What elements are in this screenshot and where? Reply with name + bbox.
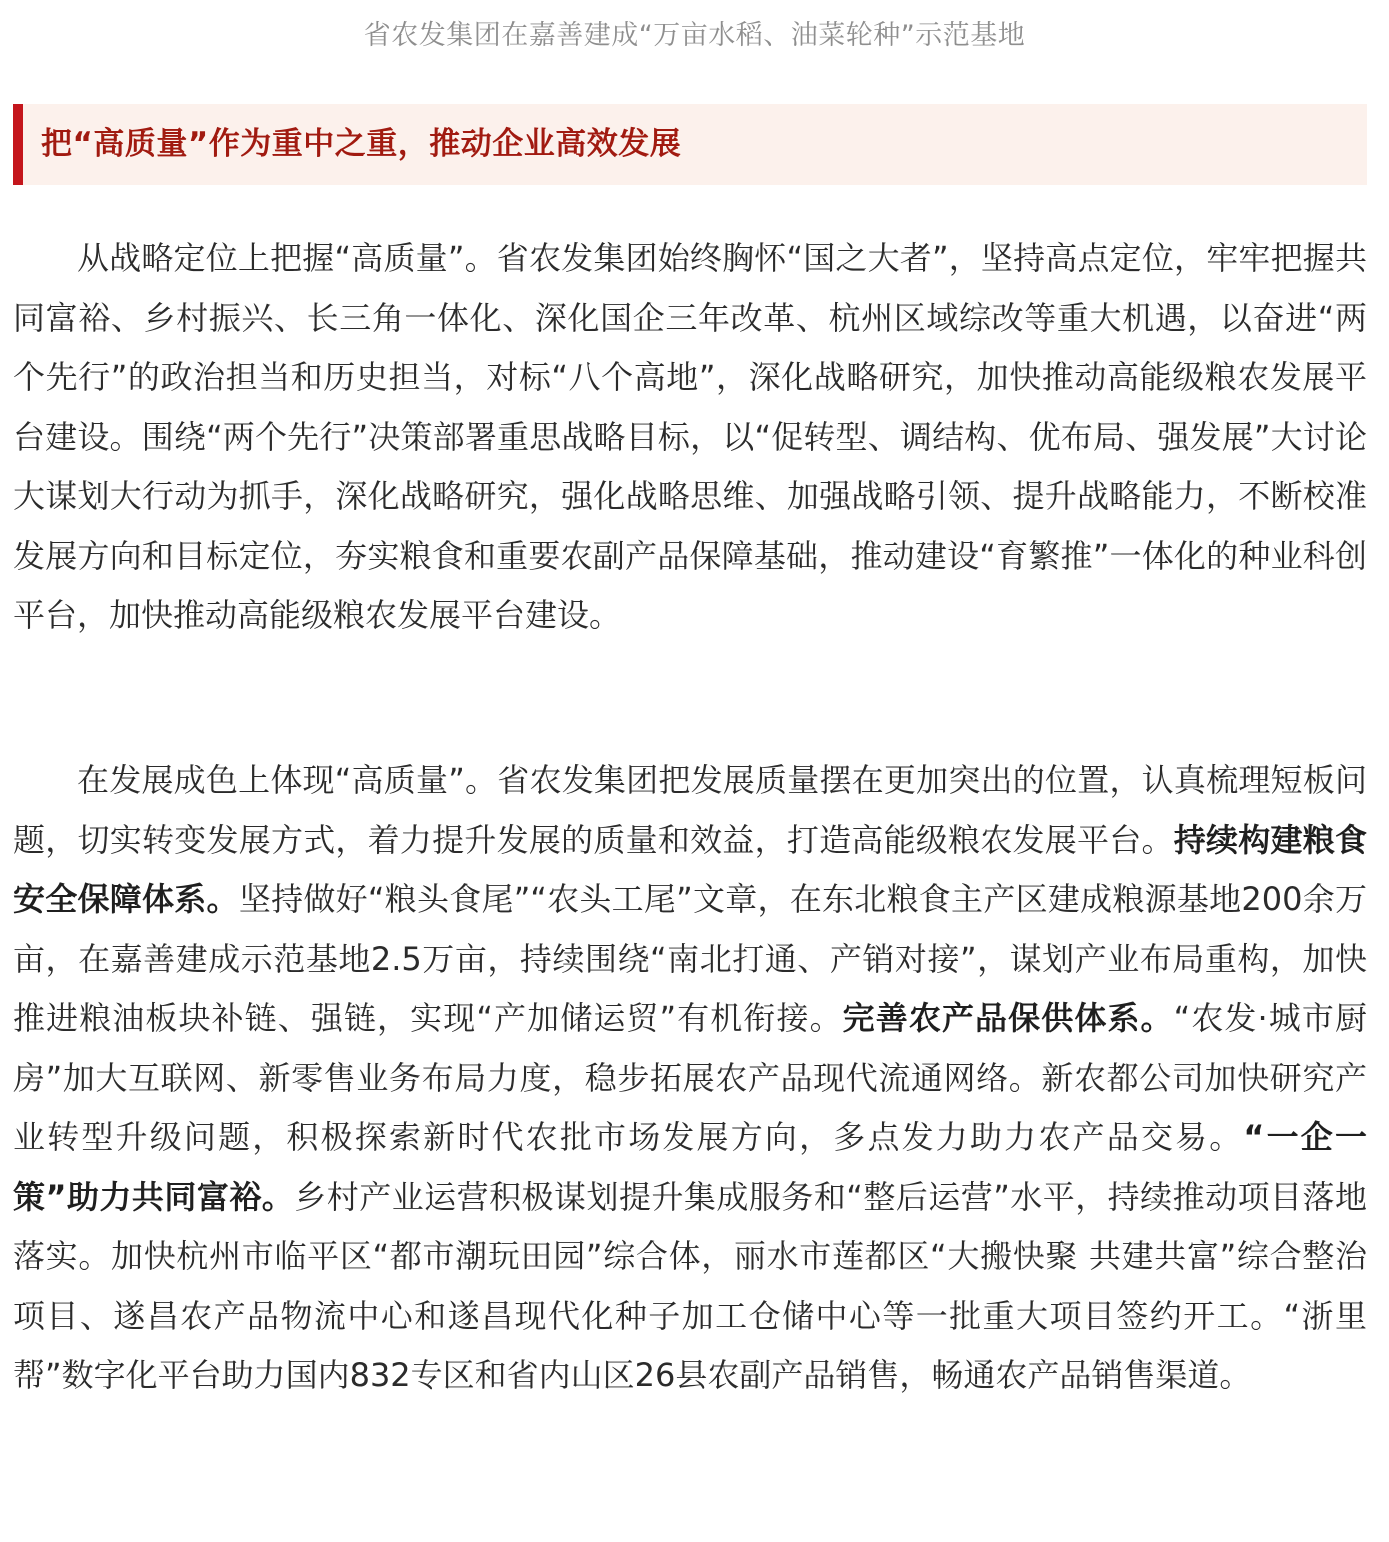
image-caption: 省农发集团在嘉善建成“万亩水稻、油菜轮种”示范基地: [363, 20, 1026, 51]
paragraph-intro-text: 在发展成色上体现“高质量”。省农发集团把发展质量摆在更加突出的位置，认真梳理短板问题，切实转变发展方式，着力提升发展的质量和效益，打造高能级粮农发展平台。: [13, 761, 1367, 859]
bold-heading-common-prosperity: “一企一策”助力共同富裕。: [13, 1118, 1367, 1216]
paragraph-text-supply: “农发·城市厨房”加大互联网、新零售业务布局力度，稳步拓展农产品现代流通网络。新农都公司加快研究产业转型升级问题，积极探索新时代农批市场发展方向，多点发力助力农产品交易。: [13, 999, 1367, 1156]
section-accent-bar: [13, 104, 23, 185]
bold-heading-grain-security: 持续构建粮食安全保障体系。: [13, 820, 1367, 918]
paragraph-strategy: 从战略定位上把握“高质量”。省农发集团始终胸怀“国之大者”，坚持高点定位，牢牢把握共同富裕、乡村振兴、长三角一体化、深化国企三年改革、杭州区域综改等重大机遇，以奋进“两个先行”的政治担当和历史担当，对标“八个高地”，深化战略研究，加快推动高能级粮农发展平台建设。围绕“两个先行”决策部署重思战略目标，以“促转型、调结构、优布局、强发展”大讨论大谋划大行动为抓手，深化战略研究，强化战略思维、加强战略引领、提升战略能力，不断校准发展方向和目标定位，夯实粮食和重要农副产品保障基础，推动建设“育繁推”一体化的种业科创平台，加快推动高能级粮农发展平台建设。: [13, 239, 1367, 634]
bold-heading-supply-system: 完善农产品保供体系。: [842, 999, 1174, 1037]
paragraph-text-grain: 坚持做好“粮头食尾”“农头工尾”文章，在东北粮食主产区建成粮源基地200余万亩，在嘉善建成示范基地2.5万亩，持续围绕“南北打通、产销对接”，谋划产业布局重构，加快推进粮油板块补链、强链，实现“产加储运贸”有机衔接。: [13, 880, 1367, 1037]
section-title: 把“高质量”作为重中之重，推动企业高效发展: [41, 126, 682, 162]
paragraph-development: [13, 751, 1367, 1406]
paragraph-text-prosperity: 乡村产业运营积极谋划提升集成服务和“整后运营”水平，持续推动项目落地落实。加快杭州市临平区“都市潮玩田园”综合体，丽水市莲都区“大搬快聚 共建共富”综合整治项目、遂昌农产品物流中心和遂昌现代化种子加工仓储中心等一批重大项目签约开工。“浙里帮”数字化平台助力国内832专区和省内山区26县农副产品销售，畅通农产品销售渠道。: [13, 1177, 1367, 1394]
section-header: [13, 104, 1367, 185]
